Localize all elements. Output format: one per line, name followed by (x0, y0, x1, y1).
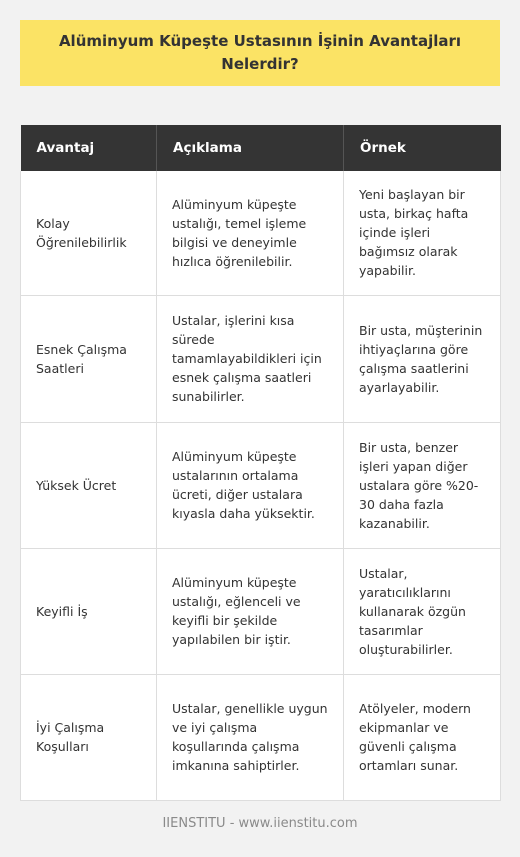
page-title: Alüminyum Küpeşte Ustasının İşinin Avantajları Nelerdir? (58, 32, 462, 73)
header-example: Örnek (344, 125, 501, 171)
header-advantage: Avantaj (21, 125, 157, 171)
example-cell: Atölyeler, modern ekipmanlar ve güvenli çalışma ortamları sunar. (344, 674, 501, 800)
table-body (21, 171, 501, 800)
title-banner (20, 20, 500, 86)
description-cell: Ustalar, genellikle uygun ve iyi çalışma koşullarında çalışma imkanına sahiptirler. (157, 674, 344, 800)
advantage-cell: İyi Çalışma Koşulları (21, 674, 157, 800)
header-row (21, 125, 501, 171)
advantage-cell: Esnek Çalışma Saatleri (21, 295, 157, 422)
advantage-cell: Yüksek Ücret (21, 422, 157, 548)
footer-credit: IIENSTITU - www.iienstitu.com (162, 816, 358, 831)
table-row (21, 171, 501, 295)
example-cell: Ustalar, yaratıcılıklarını kullanarak özgün tasarımlar oluşturabilirler. (344, 548, 501, 674)
table-row (21, 422, 501, 548)
description-cell: Alüminyum küpeşte ustalarının ortalama ücreti, diğer ustalara kıyasla daha yüksektir. (157, 422, 344, 548)
example-cell: Bir usta, benzer işleri yapan diğer ustalara göre %20-30 daha fazla kazanabilir. (344, 422, 501, 548)
description-cell: Alüminyum küpeşte ustalığı, eğlenceli ve keyifli bir şekilde yapılabilen bir iştir. (157, 548, 344, 674)
example-cell: Bir usta, müşterinin ihtiyaçlarına göre çalışma saatlerini ayarlayabilir. (344, 295, 501, 422)
description-cell: Ustalar, işlerini kısa sürede tamamlayabildikleri için esnek çalışma saatleri sunabilirler. (157, 295, 344, 422)
table-row (21, 295, 501, 422)
description-cell: Alüminyum küpeşte ustalığı, temel işleme bilgisi ve deneyimle hızlıca öğrenilebilir. (157, 171, 344, 295)
example-cell: Yeni başlayan bir usta, birkaç hafta içinde işleri bağımsız olarak yapabilir. (344, 171, 501, 295)
advantage-cell: Keyifli İş (21, 548, 157, 674)
advantages-table (20, 125, 501, 801)
advantages-table-container (20, 125, 500, 801)
table-row (21, 548, 501, 674)
header-description: Açıklama (157, 125, 344, 171)
table-header (21, 125, 501, 171)
advantage-cell: Kolay Öğrenilebilirlik (21, 171, 157, 295)
table-row (21, 674, 501, 800)
